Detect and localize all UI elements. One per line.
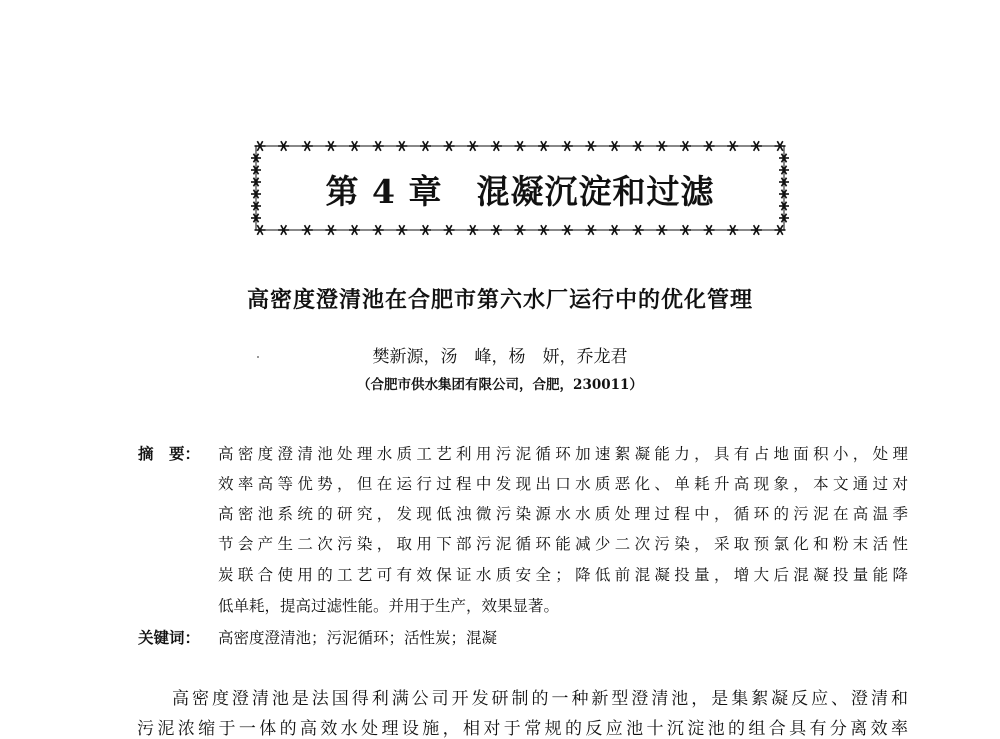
abstract-line: 高密池系统的研究，发现低浊微污染源水水质处理过程中，循环的污泥在高温季 <box>218 505 908 523</box>
abstract-line: 炭联合使用的工艺可有效保证水质安全；降低前混凝投量，增大后混凝投量能降 <box>218 566 908 584</box>
chapter-title-frame <box>250 140 790 236</box>
keywords-label: 关键词： <box>138 628 201 647</box>
keywords-text: 高密度澄清池；污泥循环；活性炭；混凝 <box>218 629 498 647</box>
affiliation: （合肥市供水集团有限公司，合肥，230011） <box>357 377 643 393</box>
body-paragraph-line: 污泥浓缩于一体的高效水处理设施，相对于常规的反应池十沉淀池的组合具有分离效率 <box>137 719 908 739</box>
paper-title: 高密度澄清池在合肥市第六水厂运行中的优化管理 <box>246 288 753 313</box>
abstract-line: 低单耗，提高过滤性能。并用于生产，效果显著。 <box>218 597 560 615</box>
abstract-line: 高密度澄清池处理水质工艺利用污泥循环加速絮凝能力，具有占地面积小，处理 <box>218 445 908 463</box>
abstract-label: 摘 要： <box>138 444 201 463</box>
authors: 樊新源，汤 峰，杨 妍，乔龙君 <box>372 347 628 367</box>
chapter-title: 第 4 章 混凝沉淀和过滤 <box>325 172 715 211</box>
abstract-line: 节会产生二次污染，取用下部污泥循环能减少二次污染，采取预氯化和粉末活性 <box>218 535 908 553</box>
body-paragraph-line: 高密度澄清池是法国得利满公司开发研制的一种新型澄清池，是集絮凝反应、澄清和 <box>172 689 908 709</box>
abstract-line: 效率高等优势，但在运行过程中发现出口水质恶化、单耗升高现象，本文通过对 <box>218 475 908 493</box>
